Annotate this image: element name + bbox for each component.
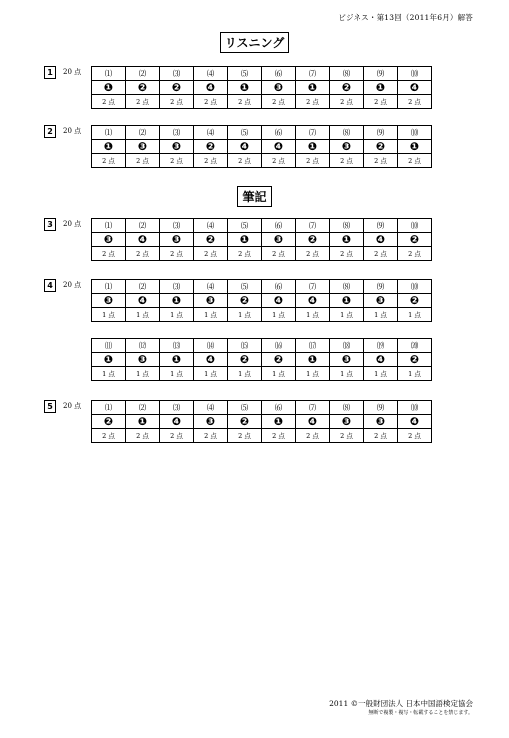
- answer-cell: ❷: [364, 140, 398, 154]
- answer-cell: ❹: [364, 233, 398, 247]
- score-cell: 2 点: [92, 247, 126, 261]
- answer-cell: ❷: [194, 140, 228, 154]
- score-row: [92, 247, 432, 261]
- item-label: ⑴: [92, 401, 126, 415]
- answer-cell: ❷: [92, 415, 126, 429]
- item-label: ⒅: [330, 339, 364, 353]
- answer-cell: ❹: [296, 294, 330, 308]
- item-label: ⑿: [126, 339, 160, 353]
- score-cell: 2 点: [398, 247, 432, 261]
- item-label: ⒁: [194, 339, 228, 353]
- item-label: ⒄: [296, 339, 330, 353]
- answer-cell: ❸: [194, 415, 228, 429]
- item-label: ⑵: [126, 280, 160, 294]
- item-label: ⑶: [160, 401, 194, 415]
- score-cell: 2 点: [296, 154, 330, 168]
- score-row: [92, 154, 432, 168]
- score-cell: 2 点: [194, 95, 228, 109]
- score-cell: 1 点: [330, 367, 364, 381]
- score-cell: 2 点: [92, 429, 126, 443]
- item-label: ⒂: [228, 339, 262, 353]
- score-cell: 1 点: [194, 367, 228, 381]
- item-label: ⑼: [364, 280, 398, 294]
- answer-cell: ❶: [92, 353, 126, 367]
- item-label: ⑽: [398, 401, 432, 415]
- answer-cell: ❸: [364, 415, 398, 429]
- score-cell: 1 点: [296, 308, 330, 322]
- score-cell: 2 点: [262, 429, 296, 443]
- label-row: [92, 67, 432, 81]
- item-label: ⑸: [228, 67, 262, 81]
- answer-cell: ❶: [296, 81, 330, 95]
- score-cell: 1 点: [126, 367, 160, 381]
- score-cell: 2 点: [398, 95, 432, 109]
- answer-cell: ❹: [398, 81, 432, 95]
- score-cell: 2 点: [194, 154, 228, 168]
- item-label: ⒆: [364, 339, 398, 353]
- item-label: ⑼: [364, 219, 398, 233]
- answer-cell: ❸: [92, 294, 126, 308]
- item-label: ⑶: [160, 219, 194, 233]
- label-row: [92, 219, 432, 233]
- answer-cell: ❹: [194, 353, 228, 367]
- answer-cell: ❷: [228, 415, 262, 429]
- item-label: ⑶: [160, 280, 194, 294]
- item-label: ⑵: [126, 219, 160, 233]
- score-cell: 2 点: [126, 154, 160, 168]
- score-cell: 2 点: [228, 154, 262, 168]
- answer-cell: ❷: [160, 81, 194, 95]
- item-label: ⑴: [92, 280, 126, 294]
- score-cell: 1 点: [194, 308, 228, 322]
- writing-title-wrap: [0, 186, 509, 207]
- answer-cell: ❶: [160, 353, 194, 367]
- answer-row: [92, 81, 432, 95]
- answer-cell: ❸: [330, 415, 364, 429]
- score-cell: 1 点: [330, 308, 364, 322]
- item-label: ⑸: [228, 126, 262, 140]
- item-label: ⑼: [364, 67, 398, 81]
- answer-cell: ❸: [364, 294, 398, 308]
- score-cell: 2 点: [364, 95, 398, 109]
- item-label: ⑹: [262, 67, 296, 81]
- score-cell: 1 点: [228, 367, 262, 381]
- score-cell: 1 点: [262, 308, 296, 322]
- item-label: ⑻: [330, 280, 364, 294]
- answer-cell: ❸: [126, 353, 160, 367]
- score-cell: 1 点: [160, 367, 194, 381]
- answer-cell: ❶: [330, 233, 364, 247]
- answer-cell: ❷: [398, 353, 432, 367]
- answer-row: [92, 140, 432, 154]
- item-label: ⑷: [194, 126, 228, 140]
- score-cell: 2 点: [330, 247, 364, 261]
- item-label: ⑵: [126, 126, 160, 140]
- label-row: [92, 401, 432, 415]
- score-cell: 2 点: [330, 95, 364, 109]
- item-label: ⑽: [398, 219, 432, 233]
- score-cell: 1 点: [262, 367, 296, 381]
- item-label: ⑶: [160, 67, 194, 81]
- answer-cell: ❶: [92, 140, 126, 154]
- answer-table-4b: [91, 338, 432, 381]
- answer-cell: ❷: [296, 233, 330, 247]
- answer-cell: ❶: [398, 140, 432, 154]
- item-label: ⑴: [92, 126, 126, 140]
- item-label: ⑸: [228, 219, 262, 233]
- score-cell: 1 点: [228, 308, 262, 322]
- item-label: ⑵: [126, 67, 160, 81]
- score-cell: 2 点: [160, 154, 194, 168]
- score-cell: 2 点: [160, 95, 194, 109]
- score-cell: 1 点: [92, 308, 126, 322]
- answer-row: [92, 353, 432, 367]
- question-points-4: 20 点: [63, 281, 82, 289]
- answer-cell: ❹: [126, 294, 160, 308]
- score-row: [92, 95, 432, 109]
- answer-cell: ❹: [160, 415, 194, 429]
- answer-cell: ❹: [262, 294, 296, 308]
- score-row: [92, 308, 432, 322]
- answer-cell: ❸: [262, 81, 296, 95]
- answer-cell: ❹: [126, 233, 160, 247]
- item-label: ⑾: [92, 339, 126, 353]
- answer-cell: ❶: [228, 81, 262, 95]
- item-label: ⒇: [398, 339, 432, 353]
- score-cell: 2 点: [330, 154, 364, 168]
- item-label: ⑹: [262, 219, 296, 233]
- item-label: ⑶: [160, 126, 194, 140]
- answer-cell: ❹: [194, 81, 228, 95]
- score-cell: 2 点: [228, 247, 262, 261]
- score-cell: 2 点: [228, 95, 262, 109]
- item-label: ⑻: [330, 67, 364, 81]
- footer-copyright: 2011 ©一般財団法人 日本中国語検定協会: [329, 699, 473, 708]
- item-label: ⑽: [398, 67, 432, 81]
- question-number-1: 1: [44, 66, 56, 79]
- answer-cell: ❷: [398, 294, 432, 308]
- item-label: ⑷: [194, 67, 228, 81]
- item-label: ⑽: [398, 280, 432, 294]
- score-cell: 2 点: [330, 429, 364, 443]
- score-row: [92, 429, 432, 443]
- score-cell: 2 点: [296, 429, 330, 443]
- item-label: ⑷: [194, 280, 228, 294]
- item-label: ⑵: [126, 401, 160, 415]
- score-cell: 2 点: [194, 247, 228, 261]
- score-cell: 1 点: [92, 367, 126, 381]
- answer-table-4a: [91, 279, 432, 322]
- item-label: ⑸: [228, 280, 262, 294]
- score-cell: 2 点: [126, 429, 160, 443]
- answer-cell: ❶: [262, 415, 296, 429]
- answer-cell: ❷: [330, 81, 364, 95]
- score-cell: 1 点: [398, 308, 432, 322]
- answer-table-3: [91, 218, 432, 261]
- score-cell: 1 点: [160, 308, 194, 322]
- question-number-5: 5: [44, 400, 56, 413]
- score-cell: 2 点: [194, 429, 228, 443]
- answer-cell: ❶: [92, 81, 126, 95]
- answer-cell: ❷: [126, 81, 160, 95]
- writing-title: 筆記: [237, 186, 271, 207]
- answer-cell: ❸: [92, 233, 126, 247]
- score-cell: 2 点: [398, 154, 432, 168]
- score-cell: 2 点: [398, 429, 432, 443]
- score-cell: 1 点: [364, 367, 398, 381]
- question-points-5: 20 点: [63, 402, 82, 410]
- score-cell: 2 点: [126, 95, 160, 109]
- page-header: ビジネス・第13回（2011年6月）解答: [338, 13, 473, 22]
- answer-cell: ❷: [194, 233, 228, 247]
- answer-cell: ❶: [296, 140, 330, 154]
- answer-table-2: [91, 125, 432, 168]
- answer-cell: ❸: [194, 294, 228, 308]
- score-cell: 2 点: [160, 247, 194, 261]
- item-label: ⑼: [364, 126, 398, 140]
- score-cell: 2 点: [228, 429, 262, 443]
- item-label: ⑺: [296, 401, 330, 415]
- score-cell: 2 点: [296, 95, 330, 109]
- score-cell: 2 点: [296, 247, 330, 261]
- answer-table-5: [91, 400, 432, 443]
- item-label: ⑼: [364, 401, 398, 415]
- question-number-2: 2: [44, 125, 56, 138]
- label-row: [92, 280, 432, 294]
- answer-cell: ❹: [228, 140, 262, 154]
- answer-cell: ❶: [126, 415, 160, 429]
- score-cell: 2 点: [364, 154, 398, 168]
- item-label: ⒃: [262, 339, 296, 353]
- answer-cell: ❸: [126, 140, 160, 154]
- question-number-3: 3: [44, 218, 56, 231]
- answer-cell: ❸: [330, 140, 364, 154]
- item-label: ⑻: [330, 401, 364, 415]
- score-cell: 2 点: [160, 429, 194, 443]
- listening-title-wrap: [0, 32, 509, 53]
- answer-cell: ❷: [228, 294, 262, 308]
- item-label: ⑴: [92, 67, 126, 81]
- question-number-4: 4: [44, 279, 56, 292]
- answer-cell: ❸: [160, 140, 194, 154]
- answer-cell: ❸: [262, 233, 296, 247]
- item-label: ⑹: [262, 280, 296, 294]
- score-row: [92, 367, 432, 381]
- item-label: ⑺: [296, 126, 330, 140]
- item-label: ⑺: [296, 219, 330, 233]
- item-label: ⑺: [296, 67, 330, 81]
- answer-cell: ❶: [296, 353, 330, 367]
- listening-title: リスニング: [220, 32, 290, 53]
- footer-notice: 無断で複製・複写・転載することを禁じます。: [368, 710, 473, 716]
- answer-row: [92, 233, 432, 247]
- score-cell: 2 点: [92, 95, 126, 109]
- score-cell: 2 点: [364, 247, 398, 261]
- answer-cell: ❹: [262, 140, 296, 154]
- item-label: ⑴: [92, 219, 126, 233]
- score-cell: 1 点: [364, 308, 398, 322]
- item-label: ⑺: [296, 280, 330, 294]
- item-label: ⑹: [262, 401, 296, 415]
- answer-table-1: [91, 66, 432, 109]
- score-cell: 2 点: [364, 429, 398, 443]
- score-cell: 1 点: [296, 367, 330, 381]
- answer-row: [92, 415, 432, 429]
- item-label: ⑸: [228, 401, 262, 415]
- label-row: [92, 126, 432, 140]
- item-label: ⑽: [398, 126, 432, 140]
- item-label: ⑹: [262, 126, 296, 140]
- score-cell: 2 点: [262, 154, 296, 168]
- item-label: ⑻: [330, 219, 364, 233]
- answer-cell: ❷: [262, 353, 296, 367]
- question-points-3: 20 点: [63, 220, 82, 228]
- label-row: [92, 339, 432, 353]
- item-label: ⑻: [330, 126, 364, 140]
- question-points-2: 20 点: [63, 127, 82, 135]
- answer-cell: ❶: [160, 294, 194, 308]
- score-cell: 2 点: [262, 95, 296, 109]
- answer-cell: ❶: [364, 81, 398, 95]
- answer-cell: ❸: [160, 233, 194, 247]
- answer-cell: ❷: [398, 233, 432, 247]
- score-cell: 2 点: [92, 154, 126, 168]
- score-cell: 2 点: [262, 247, 296, 261]
- answer-cell: ❶: [228, 233, 262, 247]
- item-label: ⑷: [194, 219, 228, 233]
- answer-cell: ❹: [364, 353, 398, 367]
- answer-cell: ❷: [228, 353, 262, 367]
- score-cell: 1 点: [398, 367, 432, 381]
- score-cell: 2 点: [126, 247, 160, 261]
- item-label: ⑷: [194, 401, 228, 415]
- answer-cell: ❸: [330, 353, 364, 367]
- score-cell: 1 点: [126, 308, 160, 322]
- answer-cell: ❹: [398, 415, 432, 429]
- answer-cell: ❶: [330, 294, 364, 308]
- answer-cell: ❹: [296, 415, 330, 429]
- answer-row: [92, 294, 432, 308]
- question-points-1: 20 点: [63, 68, 82, 76]
- item-label: ⒀: [160, 339, 194, 353]
